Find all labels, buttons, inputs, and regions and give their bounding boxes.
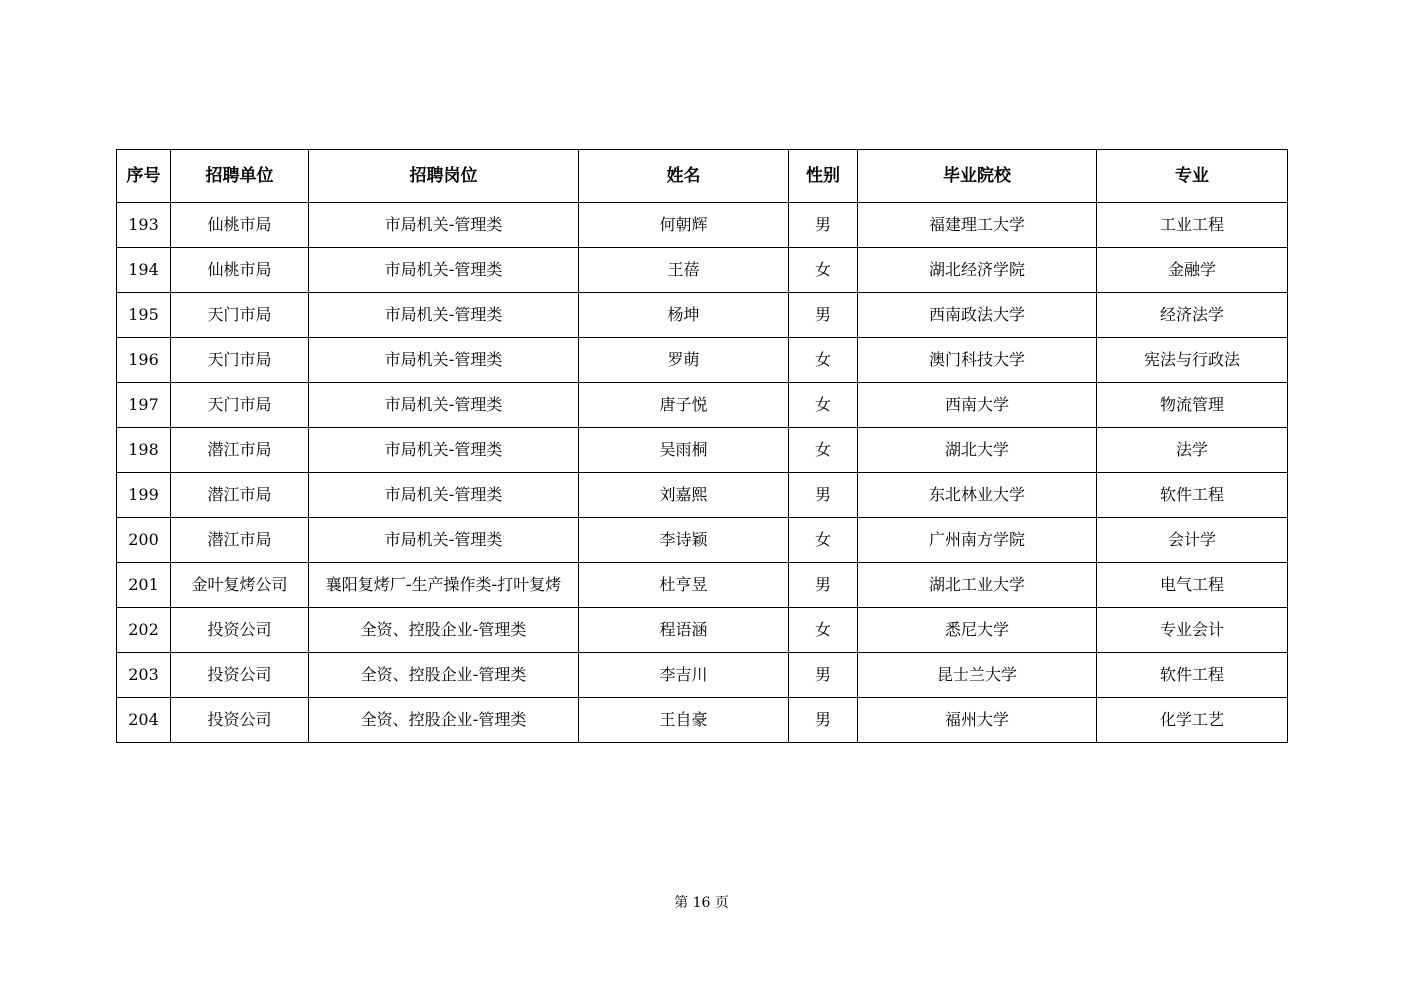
cell-gender: 女 bbox=[789, 338, 858, 383]
table-row bbox=[117, 428, 1288, 473]
cell-major: 化学工艺 bbox=[1097, 698, 1288, 743]
table-row bbox=[117, 698, 1288, 743]
cell-name: 杨坤 bbox=[579, 293, 789, 338]
cell-name: 李吉川 bbox=[579, 653, 789, 698]
table-row bbox=[117, 248, 1288, 293]
cell-position: 全资、控股企业-管理类 bbox=[309, 698, 579, 743]
cell-seq: 200 bbox=[117, 518, 171, 563]
cell-seq: 193 bbox=[117, 203, 171, 248]
cell-unit: 潜江市局 bbox=[171, 473, 309, 518]
table-row bbox=[117, 203, 1288, 248]
header-name: 姓名 bbox=[579, 150, 789, 203]
cell-major: 工业工程 bbox=[1097, 203, 1288, 248]
cell-seq: 196 bbox=[117, 338, 171, 383]
cell-gender: 女 bbox=[789, 518, 858, 563]
cell-unit: 仙桃市局 bbox=[171, 248, 309, 293]
cell-position: 市局机关-管理类 bbox=[309, 383, 579, 428]
cell-school: 湖北大学 bbox=[858, 428, 1097, 473]
header-position: 招聘岗位 bbox=[309, 150, 579, 203]
cell-gender: 女 bbox=[789, 248, 858, 293]
table-row bbox=[117, 338, 1288, 383]
cell-gender: 男 bbox=[789, 653, 858, 698]
cell-gender: 女 bbox=[789, 608, 858, 653]
cell-school: 悉尼大学 bbox=[858, 608, 1097, 653]
cell-gender: 男 bbox=[789, 293, 858, 338]
recruitment-table bbox=[116, 149, 1288, 743]
cell-gender: 男 bbox=[789, 203, 858, 248]
cell-major: 软件工程 bbox=[1097, 473, 1288, 518]
cell-name: 唐子悦 bbox=[579, 383, 789, 428]
cell-seq: 203 bbox=[117, 653, 171, 698]
header-unit: 招聘单位 bbox=[171, 150, 309, 203]
cell-gender: 男 bbox=[789, 698, 858, 743]
cell-name: 王蓓 bbox=[579, 248, 789, 293]
cell-position: 市局机关-管理类 bbox=[309, 518, 579, 563]
cell-major: 法学 bbox=[1097, 428, 1288, 473]
cell-major: 会计学 bbox=[1097, 518, 1288, 563]
cell-position: 市局机关-管理类 bbox=[309, 293, 579, 338]
cell-position: 全资、控股企业-管理类 bbox=[309, 653, 579, 698]
cell-unit: 金叶复烤公司 bbox=[171, 563, 309, 608]
cell-position: 市局机关-管理类 bbox=[309, 248, 579, 293]
cell-gender: 女 bbox=[789, 383, 858, 428]
cell-school: 福州大学 bbox=[858, 698, 1097, 743]
cell-school: 西南政法大学 bbox=[858, 293, 1097, 338]
cell-major: 宪法与行政法 bbox=[1097, 338, 1288, 383]
cell-name: 刘嘉熙 bbox=[579, 473, 789, 518]
cell-unit: 仙桃市局 bbox=[171, 203, 309, 248]
cell-name: 吴雨桐 bbox=[579, 428, 789, 473]
table-header-row bbox=[117, 150, 1288, 203]
cell-unit: 潜江市局 bbox=[171, 428, 309, 473]
cell-position: 市局机关-管理类 bbox=[309, 203, 579, 248]
cell-seq: 199 bbox=[117, 473, 171, 518]
cell-position: 市局机关-管理类 bbox=[309, 428, 579, 473]
cell-seq: 204 bbox=[117, 698, 171, 743]
cell-position: 市局机关-管理类 bbox=[309, 473, 579, 518]
cell-unit: 天门市局 bbox=[171, 338, 309, 383]
table-row bbox=[117, 563, 1288, 608]
cell-seq: 201 bbox=[117, 563, 171, 608]
cell-school: 西南大学 bbox=[858, 383, 1097, 428]
header-gender: 性别 bbox=[789, 150, 858, 203]
cell-unit: 天门市局 bbox=[171, 383, 309, 428]
cell-name: 杜亨昱 bbox=[579, 563, 789, 608]
cell-unit: 投资公司 bbox=[171, 698, 309, 743]
cell-major: 专业会计 bbox=[1097, 608, 1288, 653]
cell-name: 程语涵 bbox=[579, 608, 789, 653]
cell-gender: 女 bbox=[789, 428, 858, 473]
cell-seq: 202 bbox=[117, 608, 171, 653]
header-major: 专业 bbox=[1097, 150, 1288, 203]
cell-unit: 潜江市局 bbox=[171, 518, 309, 563]
cell-name: 李诗颖 bbox=[579, 518, 789, 563]
cell-seq: 194 bbox=[117, 248, 171, 293]
page-prefix: 第 bbox=[674, 895, 689, 911]
cell-unit: 投资公司 bbox=[171, 653, 309, 698]
page-number-value: 16 bbox=[692, 895, 711, 911]
cell-gender: 男 bbox=[789, 473, 858, 518]
table-row bbox=[117, 383, 1288, 428]
cell-name: 何朝辉 bbox=[579, 203, 789, 248]
table-row bbox=[117, 608, 1288, 653]
cell-major: 电气工程 bbox=[1097, 563, 1288, 608]
cell-major: 经济法学 bbox=[1097, 293, 1288, 338]
header-seq: 序号 bbox=[117, 150, 171, 203]
cell-school: 湖北工业大学 bbox=[858, 563, 1097, 608]
cell-position: 襄阳复烤厂-生产操作类-打叶复烤 bbox=[309, 563, 579, 608]
cell-name: 王自豪 bbox=[579, 698, 789, 743]
cell-unit: 天门市局 bbox=[171, 293, 309, 338]
cell-school: 昆士兰大学 bbox=[858, 653, 1097, 698]
cell-seq: 195 bbox=[117, 293, 171, 338]
cell-major: 软件工程 bbox=[1097, 653, 1288, 698]
cell-school: 福建理工大学 bbox=[858, 203, 1097, 248]
header-school: 毕业院校 bbox=[858, 150, 1097, 203]
cell-school: 广州南方学院 bbox=[858, 518, 1097, 563]
cell-position: 全资、控股企业-管理类 bbox=[309, 608, 579, 653]
cell-school: 澳门科技大学 bbox=[858, 338, 1097, 383]
page-number bbox=[0, 892, 1403, 912]
cell-major: 物流管理 bbox=[1097, 383, 1288, 428]
cell-school: 湖北经济学院 bbox=[858, 248, 1097, 293]
cell-unit: 投资公司 bbox=[171, 608, 309, 653]
cell-name: 罗萌 bbox=[579, 338, 789, 383]
cell-seq: 197 bbox=[117, 383, 171, 428]
cell-position: 市局机关-管理类 bbox=[309, 338, 579, 383]
cell-major: 金融学 bbox=[1097, 248, 1288, 293]
cell-school: 东北林业大学 bbox=[858, 473, 1097, 518]
table-row bbox=[117, 653, 1288, 698]
table-row bbox=[117, 293, 1288, 338]
page-suffix: 页 bbox=[714, 895, 729, 911]
cell-seq: 198 bbox=[117, 428, 171, 473]
cell-gender: 男 bbox=[789, 563, 858, 608]
table-row bbox=[117, 473, 1288, 518]
table-row bbox=[117, 518, 1288, 563]
